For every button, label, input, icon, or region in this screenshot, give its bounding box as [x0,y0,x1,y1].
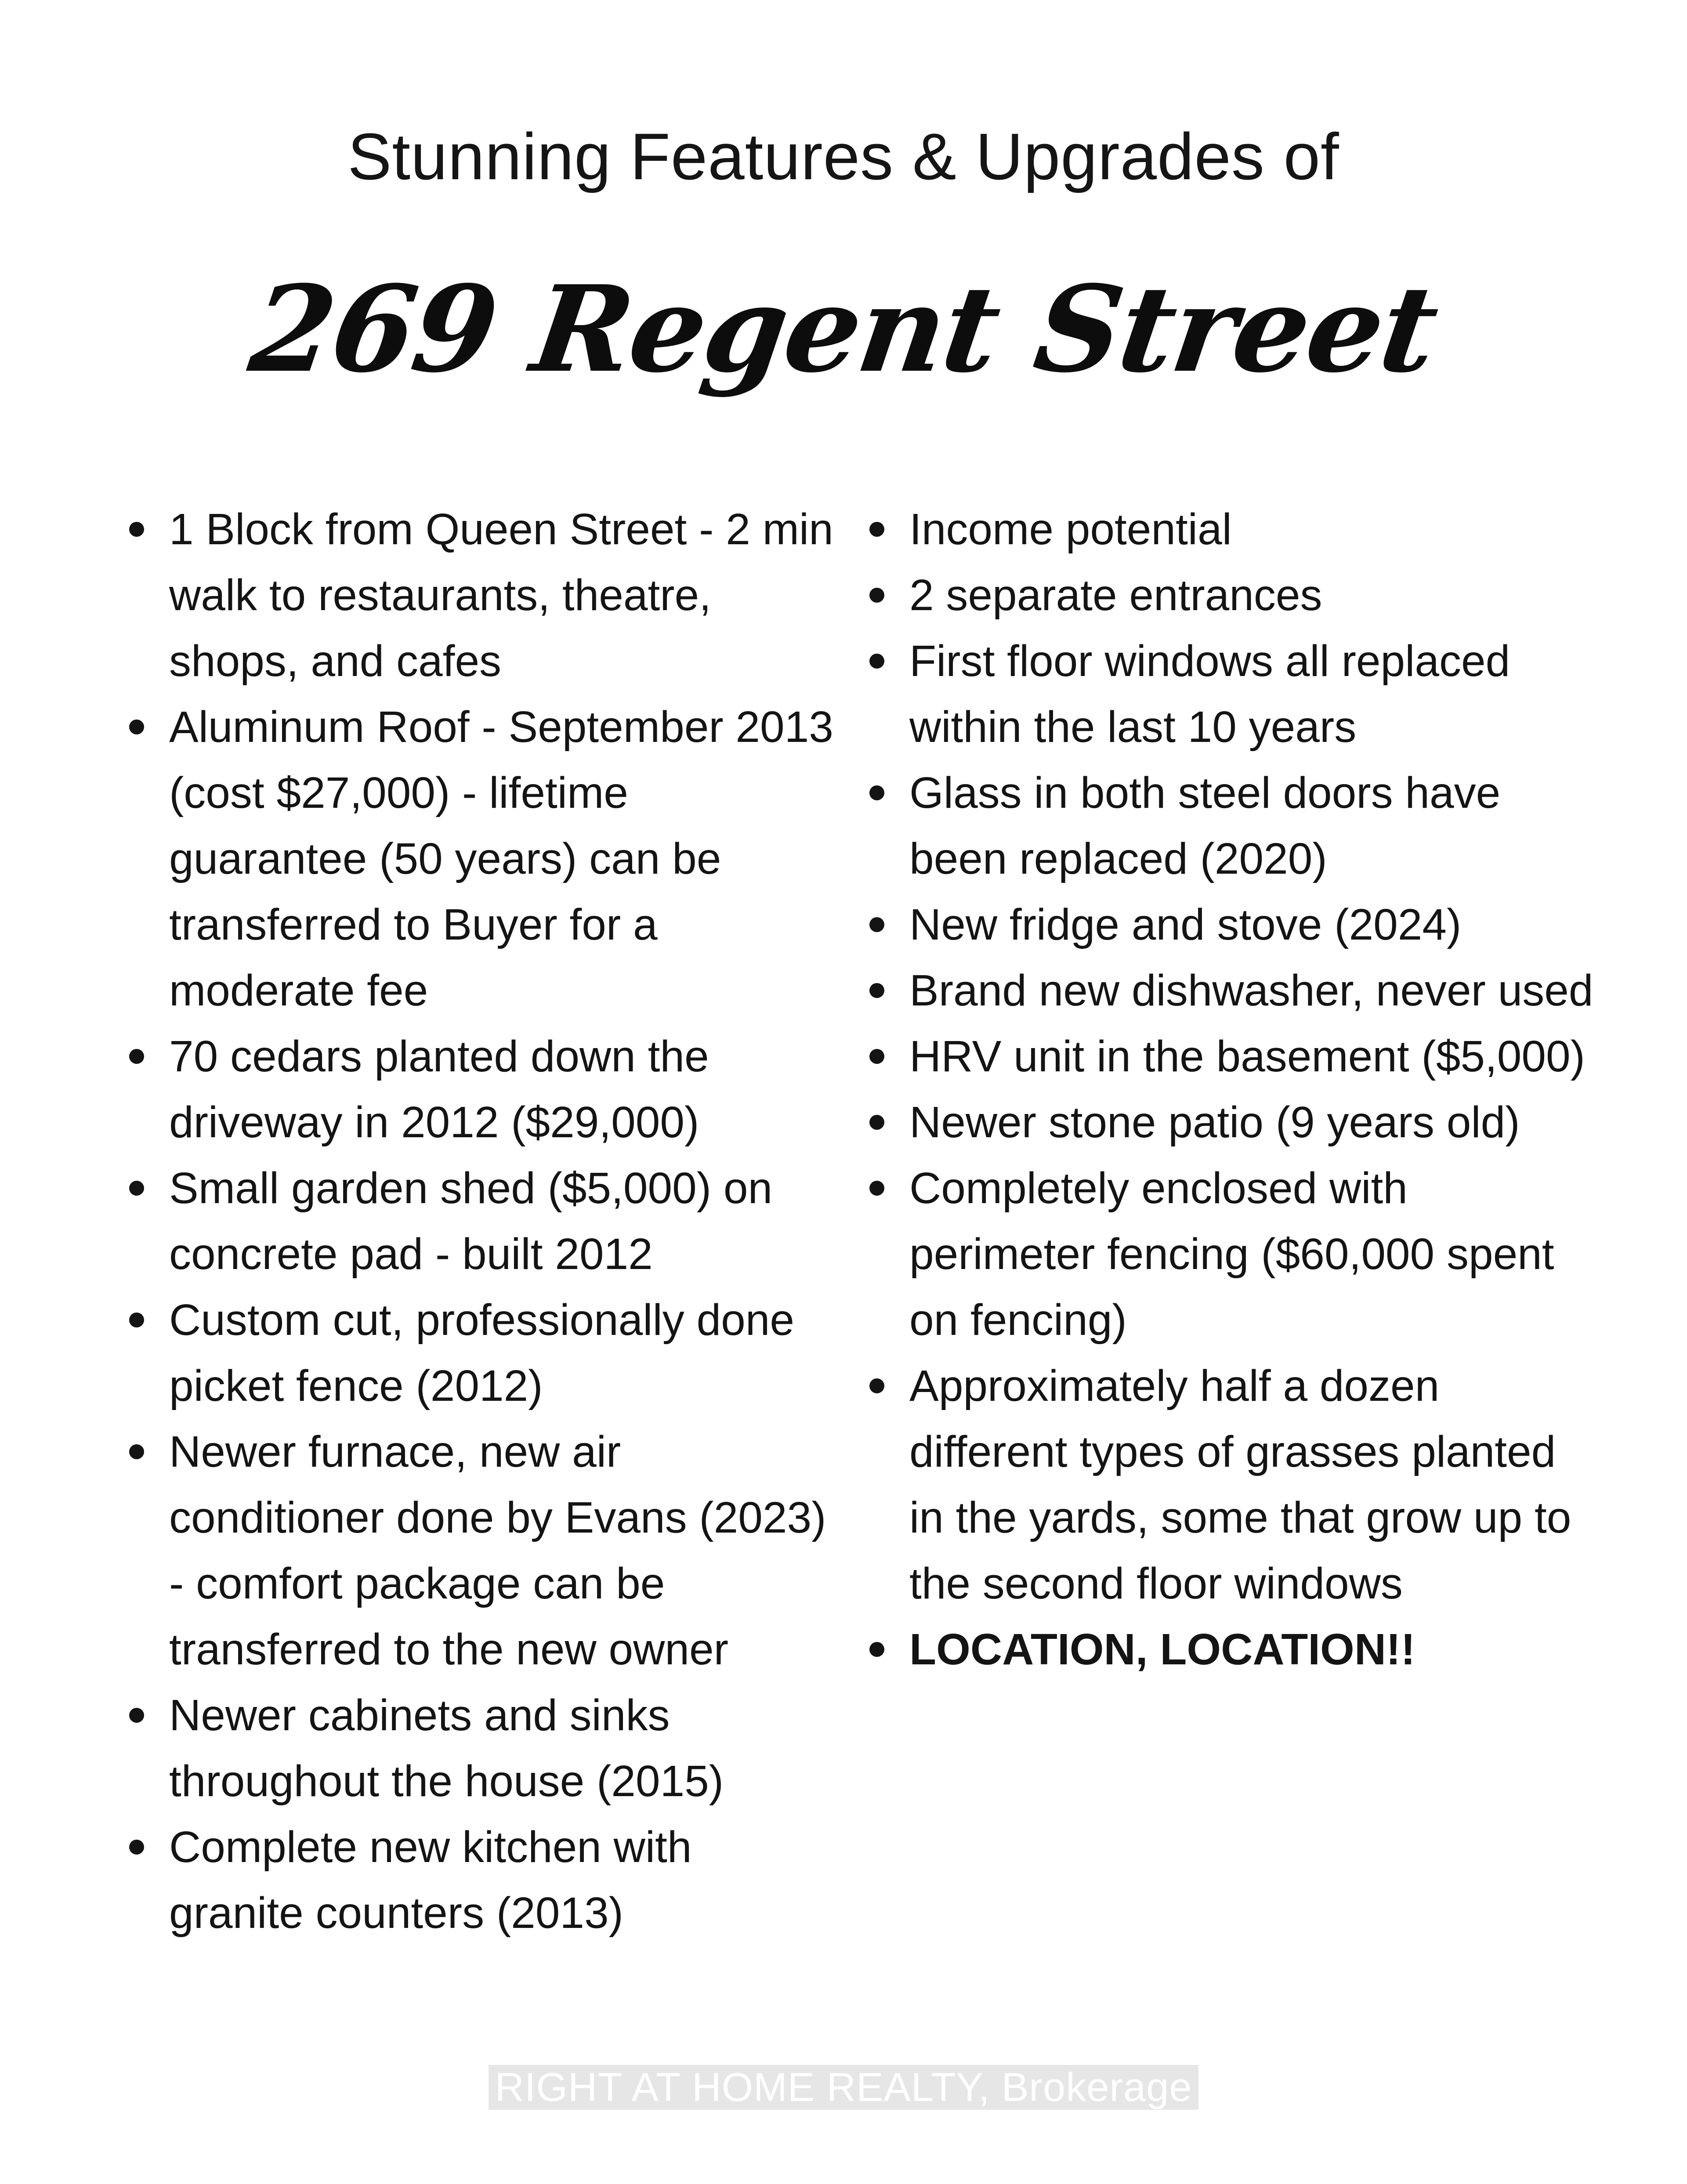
feature-text: Aluminum Roof - September 2013 (cost $27,000) - lifetime guarantee (50 years) can be transferred to Buyer for a moderate fee [169,702,833,1015]
bullet-icon [869,1378,884,1393]
list-item [863,892,1601,958]
bullet-icon [869,522,884,537]
page-heading: Stunning Features & Upgrades of [348,119,1339,193]
feature-text: Brand new dishwasher, never used [909,966,1593,1015]
list-item [863,958,1601,1023]
list-item [123,1287,835,1419]
bullet-icon [129,522,144,537]
bullet-icon [869,654,884,669]
features-list-right [863,496,1601,1682]
list-item [123,1682,835,1814]
list-item [863,760,1601,892]
list-item [123,694,835,1023]
feature-text: Income potential [909,505,1232,554]
feature-text: Small garden shed ($5,000) on concrete pad - built 2012 [169,1164,773,1279]
bullet-icon [129,1181,144,1196]
list-item [863,628,1601,760]
list-item [123,1814,835,1946]
brokerage-watermark [0,2065,1687,2111]
bullet-icon [869,1642,884,1657]
bullet-icon [129,1049,144,1064]
bullet-icon [869,1181,884,1196]
bullet-icon [869,917,884,932]
feature-text: Newer cabinets and sinks throughout the house (2015) [169,1691,724,1806]
feature-text: Completely enclosed with perimeter fencing ($60,000 spent on fencing) [909,1164,1554,1345]
watermark-text: RIGHT AT HOME REALTY, Brokerage [489,2065,1198,2110]
bullet-icon [869,1115,884,1130]
feature-text: 1 Block from Queen Street - 2 min walk to restaurants, theatre, shops, and cafes [169,505,833,686]
list-item [123,1419,835,1682]
list-item [863,1023,1601,1089]
list-item [123,496,835,694]
bullet-icon [869,588,884,603]
bullet-icon [869,1049,884,1064]
bullet-icon [869,983,884,998]
bullet-icon [129,1444,144,1459]
list-item [863,562,1601,628]
list-item [863,1089,1601,1155]
bullet-icon [129,1840,144,1855]
feature-text: 2 separate entrances [909,571,1322,620]
list-item [863,1353,1601,1616]
feature-text: First floor windows all replaced within the last 10 years [909,636,1510,752]
feature-text: Newer stone patio (9 years old) [909,1098,1520,1147]
feature-text: Newer furnace, new air conditioner done by Evans (2023) - comfort package can be transferred to the new owner [169,1427,826,1674]
feature-text: Glass in both steel doors have been replaced (2020) [909,768,1501,883]
address-title: 269 Regent Street [242,259,1445,399]
feature-text: Custom cut, professionally done picket fence (2012) [169,1295,794,1410]
list-item [863,1616,1601,1682]
feature-text: Approximately half a dozen different types of grasses planted in the yards, some that grow up to the second floor windows [909,1361,1571,1608]
bullet-icon [129,720,144,734]
feature-text: HRV unit in the basement ($5,000) [909,1032,1585,1081]
list-item [123,1155,835,1287]
list-item [863,1155,1601,1353]
list-item [123,1023,835,1155]
bullet-icon [129,1708,144,1723]
features-list-left [123,496,835,1946]
list-item [863,496,1601,562]
feature-text: New fridge and stove (2024) [909,900,1462,949]
feature-text: LOCATION, LOCATION!! [909,1625,1415,1674]
feature-text: 70 cedars planted down the driveway in 2012 ($29,000) [169,1032,709,1147]
bullet-icon [869,785,884,800]
bullet-icon [129,1313,144,1327]
feature-text: Complete new kitchen with granite counters (2013) [169,1822,692,1938]
